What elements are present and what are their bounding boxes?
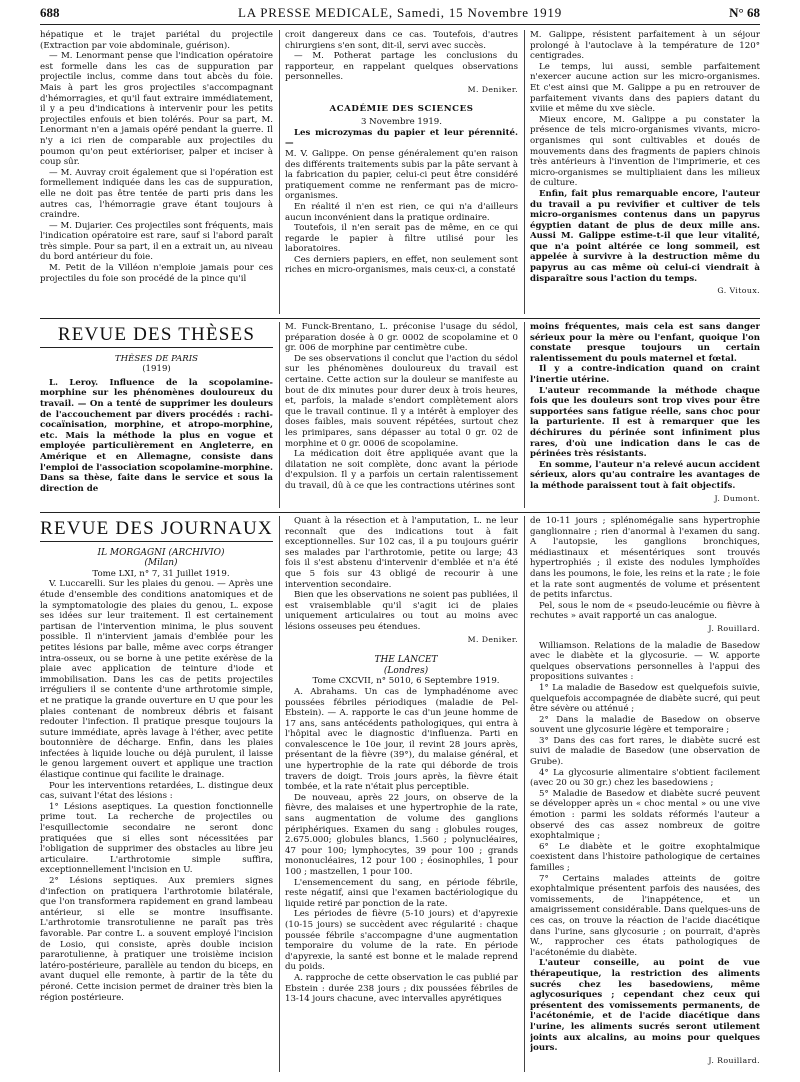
paragraph: L. Leroy. Influence de la scopolamine-morphine sur les phénomènes douloureux du travail. — On a tenté de supprimer les douleurs de l'accouchement par divers procédés : rachi-cocaïnisation, morphine, et atropo-morphine, etc. Mais la méthode la plus en vogue et employée particulièrement en Angleterre, en Amérique et en Allemagne, consiste dans l'emploi de l'association scopolamine-morphine. Dans sa thèse, faite dans le service et sous la direction de <box>40 377 273 494</box>
paragraph: Les périodes de fièvre (5-10 jours) et d'apyrexie (10-15 jours) se succèdent avec régularité : chaque poussée fébrile s'accompagne d'une augmentation temporaire du volume de la rate. En période d'apyrexie, la santé est bonne et le malade reprend du poids. <box>285 909 518 973</box>
theses-column-1 <box>40 322 273 508</box>
signature: J. Rouillard. <box>708 623 760 633</box>
paragraph: Il y a contre-indication quand on craint l'inertie utérine. <box>530 364 760 385</box>
publication-tome: Tome CXCVII, n° 5010, 6 Septembre 1919. <box>312 676 500 687</box>
section-date: 3 Novembre 1919. <box>360 117 442 128</box>
paragraph: — M. Dujarier. Ces projectiles sont fréquents, mais l'indication opératoire est rare, sauf si l'abord paraît très simple. Pour sa part, il en a extrait un, au niveau du bord antérieur du foie. <box>40 220 273 263</box>
section-rule <box>40 318 760 319</box>
paragraph: En somme, l'auteur n'a relevé aucun accident sérieux, alors qu'au contraire les avantages de la méthode paraissent tout à fait objectifs. <box>530 459 760 491</box>
journaux-column-3 <box>530 516 760 1072</box>
paragraph: En réalité il n'en est rien, ce qui n'a d'ailleurs aucun inconvénient dans la pratique ordinaire. <box>285 201 518 223</box>
top-column-1 <box>40 30 273 314</box>
publication-place: (Londres) <box>383 665 429 676</box>
paragraph: De ses observations il conclut que l'action du sédol sur les phénomènes douloureux du travail est certaine. Cette action sur la douleur se manifeste au bout de dix minutes pour durer deux à trois heures, et, parfois, la malade s'endort complètement alors que le travail continue. Il y a intérêt à employer des doses faibles, mais souvent répétées, surtout chez les primipares, sans dépasser au total 0 gr. 02 de morphine et 0 gr. 0006 de scopolamine. <box>285 353 518 449</box>
paragraph: hépatique et le trajet pariétal du projectile (Extraction par voie abdominale, guérison). <box>40 30 273 51</box>
paragraph: L'auteur recommande la méthode chaque fois que les douleurs sont trop vives pour être supportées sans fatigue réelle, sans choc pour la parturiente. Il est à remarquer que les déchirures du périnée sont infiniment plus rares, d'où une indication dans le cas de périnées très résistants. <box>530 385 760 460</box>
column-divider <box>524 30 525 314</box>
list-item: 7° Certains malades atteints de goitre exophtalmique présentent parfois des nausées, des vomissements, de l'inappétence, et un amaigrissement considérable. Dans quelques-uns de ces cas, on trouve la réaction de l'acide diacétique dans l'urine, sans glycosurie ; on pourrait, d'après W., rapprocher ces états pathologiques de l'acétonémie du diabète. <box>530 873 760 958</box>
paragraph: Quant à la résection et à l'amputation, L. ne leur reconnaît que des indications tout à fait exceptionnelles. Sur 102 cas, il a pu toujours guérir ses malades par l'arthrotomie, petite ou large; 43 fois il s'est abstenu d'intervenir d'emblée et n'a été que 5 fois sur 43 obligé de recourir à une intervention secondaire. <box>285 516 518 590</box>
subheading: THÈSES DE PARIS <box>114 353 199 364</box>
list-item: 3° Dans des cas fort rares, le diabète sucré est suivi de maladie de Basedow (une observation de Grube). <box>530 735 760 768</box>
theses-column-2 <box>285 322 518 508</box>
paragraph: M. Galippe, résistent parfaitement à un séjour prolongé à l'autoclave à la température de 120° centigrades. <box>530 30 760 62</box>
paragraph: moins fréquentes, mais cela est sans danger sérieux pour la mère ou l'enfant, quoique l'on constate presque toujours un certain ralentissement du pouls maternel et fœtal. <box>530 322 760 364</box>
publication-name: IL MORGAGNI (ARCHIVIO) <box>97 547 225 558</box>
signature: M. Deniker. <box>467 84 518 94</box>
signature: M. Deniker. <box>467 634 518 644</box>
article-title: Les microzymas du papier et leur pérennité. — <box>285 127 518 149</box>
publication-name: THE LANCET <box>374 655 438 666</box>
top-column-3 <box>530 30 760 314</box>
journaux-column-2 <box>285 516 518 1072</box>
list-item: 1° La maladie de Basedow est quelquefois suivie, quelquefois accompagnée de diabète sucré, qui peut être sévère ou atténué ; <box>530 682 760 715</box>
column-divider <box>279 516 280 1072</box>
paragraph: — M. Potherat partage les conclusions du rapporteur, en rappelant quelques observations personnelles. <box>285 51 518 83</box>
paragraph: Toutefois, il n'en serait pas de même, en ce qui regarde le papier à filtre utilisé pour les laboratoires. <box>285 223 518 255</box>
column-divider <box>279 30 280 314</box>
running-header <box>40 4 760 25</box>
theses-column-3 <box>530 322 760 508</box>
paragraph: L'auteur conseille, au point de vue thérapeutique, la restriction des aliments sucrés chez les basedowiens, même aglycosuriques ; cependant chez ceux qui présentent des vomissements permanents, de l'acétonémie, et de l'acide diacétique dans l'urine, les aliments sucrés seront utilement joints aux alcalins, au moins pour quelques jours. <box>530 958 760 1054</box>
list-item: 5° Maladie de Basedow et diabète sucré peuvent se développer après un « choc mental » ou une vive émotion : parmi les soldats réformés l'auteur a observé des cas assez nombreux de goitre exophtalmique ; <box>530 788 760 842</box>
top-column-2 <box>285 30 518 314</box>
section-heading-journaux: REVUE DES JOURNAUX <box>40 518 273 539</box>
paragraph: — M. Lenormant pense que l'indication opératoire est formelle dans les cas de suppuration par projectile inclus, comme dans tout abcès du foie. Mais à part les gros projectiles s'accompagnant d'hémorragies, et qu'il faut extraire immédiatement, il y a peu d'indications à intervenir pour les petits projectiles enfouis et bien tolérés. Pour sa part, M. Lenormant n'en a jamais opéré pendant la guerre. Il n'y a ici rien de comparable aux projectiles du poumon qu'on peut extérioriser, palper et inciser à coup sûr. <box>40 51 273 168</box>
page-number: 688 <box>40 5 60 20</box>
column-divider <box>524 516 525 1072</box>
signature: G. Vitoux. <box>717 286 760 296</box>
section-heading-academie: ACADÉMIE DES SCIENCES <box>329 103 474 114</box>
paragraph: De nouveau, après 22 jours, on observe de la fièvre, des malaises et une hypertrophie de la rate, sans augmentation de volume des ganglions périphériques. Examen du sang : globules rouges, 2.675.000; globules blancs, 1.560 ; polynucléaires, 47 pour 100; lymphocytes, 39 pour 100 ; grands mononucléaires, 12 pour 100 ; éosinophiles, 1 pour 100 ; mastzellen, 1 pour 100. <box>285 792 518 877</box>
list-item: 2° Dans la maladie de Basedow on observe souvent une glycosurie légère et temporaire ; <box>530 714 760 736</box>
paragraph: Le temps, lui aussi, semble parfaitement n'exercer aucune action sur les micro-organismes. Et c'est ainsi que M. Galippe a pu en retrouver de parfaitement vivants dans des papiers datant du xviiie et même du xve siècle. <box>530 61 760 115</box>
paragraph: Pour les interventions retardées, L. distingue deux cas, suivant l'état des lésions : <box>40 780 273 802</box>
paragraph: L'ensemencement du sang, en période fébrile, reste négatif, ainsi que l'examen bactériologique du liquide retiré par ponction de la rate. <box>285 877 518 909</box>
publication-place: (Milan) <box>144 558 178 569</box>
paragraph: croit dangereux dans ce cas. Toutefois, d'autres chirurgiens s'en sont, dit-il, servi avec succès. <box>285 30 518 51</box>
paragraph: A. rapproche de cette observation le cas publié par Ebstein : durée 238 jours ; dix poussées fébriles de 13-14 jours chacune, avec intervalles apyrétiques <box>285 972 518 1005</box>
paragraph: Ces derniers papiers, en effet, non seulement sont riches en micro-organismes, mais ceux-ci, a constaté <box>285 254 518 276</box>
journal-title: LA PRESSE MEDICALE, Samedi, 15 Novembre 1919 <box>237 5 563 20</box>
paragraph: — M. Auvray croit également que si l'opération est formellement indiquée dans les cas de suppuration, elle ne doit pas être tentée de parti pris dans les autres cas, l'hémorragie grave étant toujours à craindre. <box>40 167 273 221</box>
paragraph: M. V. Galippe. On pense généralement qu'en raison des différents traitements subis par la pâte servant à la fabrication du papier, celui-ci peut être considéré pratiquement comme ne renfermant pas de micro-organismes. <box>285 148 518 202</box>
paragraph: 2° Lésions septiques. Aux premiers signes d'infection on pratiquera l'arthrotomie bilatérale, que l'on transformera rapidement en grand lambeau antérieur, si elle se montre insuffisante. L'arthrotomie transrotulienne ne paraît pas très favorable. Par contre L. a souvent employé l'incision de Losio, qui consiste, après double incision pararotulienne, à pratiquer une troisième incision latéro-postérieure, parallèle au tendon du biceps, en avant duquel elle remonte, à partir de la tête du péroné. Cette incision permet de drainer très bien la région postérieure. <box>40 876 273 1003</box>
paragraph: de 10-11 jours ; splénomégalie sans hypertrophie ganglionnaire ; rien d'anormal à l'examen du sang. A l'autopsie, les ganglions bronchiques, médiastinaux et mésentériques sont trouvés hypertrophiés ; il existe des nodules lymphoïdes dans les poumons, le foie, les reins et la rate ; le foie et la rate sont augmentés de volume et présentent de petits infarctus. <box>530 516 760 601</box>
signature: J. Dumont. <box>714 493 760 503</box>
signature: J. Rouillard. <box>708 1055 760 1065</box>
paragraph: Enfin, fait plus remarquable encore, l'auteur du travail a pu revivifier et cultiver de tels micro-organismes contenus dans un papyrus égyptien datant de plus de deux mille ans. Aussi M. Galippe estime-t-il que leur vitalité, que n'a point altérée ce long sommeil, est appelée à survivre à la destruction même du papyrus au cas même où celui-ci viendrait à disparaître sous l'action du temps. <box>530 188 760 284</box>
article-intro: Williamson. Relations de la maladie de Basedow avec le diabète et la glycosurie. — W. apporte quelques observations personnelles à l'appui des propositions suivantes : <box>530 640 760 683</box>
paragraph: Mieux encore, M. Galippe a pu constater la présence de tels micro-organismes vivants, micro-organismes qui sont cultivables et doués de mouvements dans des fragments de papiers chinois très antérieurs à l'invention de l'imprimerie, et ces micro-organismes se multipliaient dans les milieux de culture. <box>530 114 760 189</box>
paragraph: Bien que les observations ne soient pas publiées, il est vraisemblable qu'il s'agit ici de plaies uniquement articulaires ou tout au moins avec lésions osseuses peu étendues. <box>285 590 518 632</box>
section-rule <box>40 512 760 513</box>
publication-tome: Tome LXI, n° 7, 31 Juillet 1919. <box>92 568 230 579</box>
column-divider <box>524 322 525 508</box>
paragraph: M. Petit de la Villéon n'emploie jamais pour ces projectiles du foie son procédé de la pince qu'il <box>40 263 273 284</box>
paragraph: La médication doit être appliquée avant que la dilatation ne soit complète, donc avant la période d'expulsion. Il y a parfois un certain ralentissement du travail, dû à ce que les contractions utérines sont <box>285 449 518 491</box>
issue-number: N° 68 <box>729 5 760 20</box>
journaux-column-1 <box>40 516 273 1072</box>
paragraph: 1° Lésions aseptiques. La question fonctionnelle prime tout. La recherche de projectiles ou l'esquillectomie secondaire ne seront donc pratiquées que si elles sont nécessitées par l'obligation de supprimer des obstacles au libre jeu articulaire. L'arthrotomie simple suffira, exceptionnellement l'incision en U. <box>40 801 273 876</box>
paragraph: V. Luccarelli. Sur les plaies du genou. — Après une étude d'ensemble des conditions anatomiques et de la symptomatologie des plaies du genou, L. expose ses idées sur leur traitement. Il est certainement partisan de l'intervention minima, le plus souvent possible. Il n'intervient jamais d'emblée pour les petites lésions par balle, même avec corps étranger intra-osseux, ou se borne à une petite exérèse de la plaie avec application de teinture d'iode et immobilisation. Dans les cas de petits projectiles irréguliers il se contente d'une arthrotomie simple, et ne pratique la grande ouverture en U que pour les plaies contenant de nombreux débris et faisant redouter l'infection. Il pratique presque toujours la suture immédiate, après lavage à l'éther, avec petite boutonnière de décharge. Enfin, dans les plaies infectées à liquide louche ou déjà purulent, il laisse le genou largement ouvert et applique une traction élastique continue qui facilite le drainage. <box>40 579 273 781</box>
section-heading-theses: REVUE DES THÈSES <box>57 324 256 345</box>
heading-underline <box>40 541 273 542</box>
column-divider <box>279 322 280 508</box>
heading-underline <box>40 347 273 348</box>
list-item: 6° Le diabète et le goitre exophtalmique coexistent dans l'histoire pathologique de certaines familles ; <box>530 841 760 873</box>
year: (1919) <box>142 364 171 375</box>
list-item: 4° La glycosurie alimentaire s'obtient facilement (avec 20 ou 30 gr.) chez les basedowiens ; <box>530 767 760 789</box>
paragraph: A. Abrahams. Un cas de lymphadénome avec poussées fébriles périodiques (maladie de Pel-Ebstein). — A. rapporte le cas d'un jeune homme de 17 ans, sans antécédents pathologiques, qui entra à l'hôpital avec le diagnostic d'influenza. Parti en convalescence le 10e jour, il revint 28 jours après, présentant de la fièvre (39°), du malaise général, et une hypertrophie de la rate qui déborde de trois travers de doigt. Trois jours après, la fièvre était tombée, et la rate n'était plus perceptible. <box>285 686 518 793</box>
paragraph: M. Funck-Brentano, L. préconise l'usage du sédol, préparation dosée à 0 gr. 0002 de scopolamine et 0 gr. 006 de morphine par centimètre cube. <box>285 322 518 354</box>
paragraph: Pel, sous le nom de « pseudo-leucémie ou fièvre à rechutes » avait rapporté un cas analogue. <box>530 600 760 622</box>
